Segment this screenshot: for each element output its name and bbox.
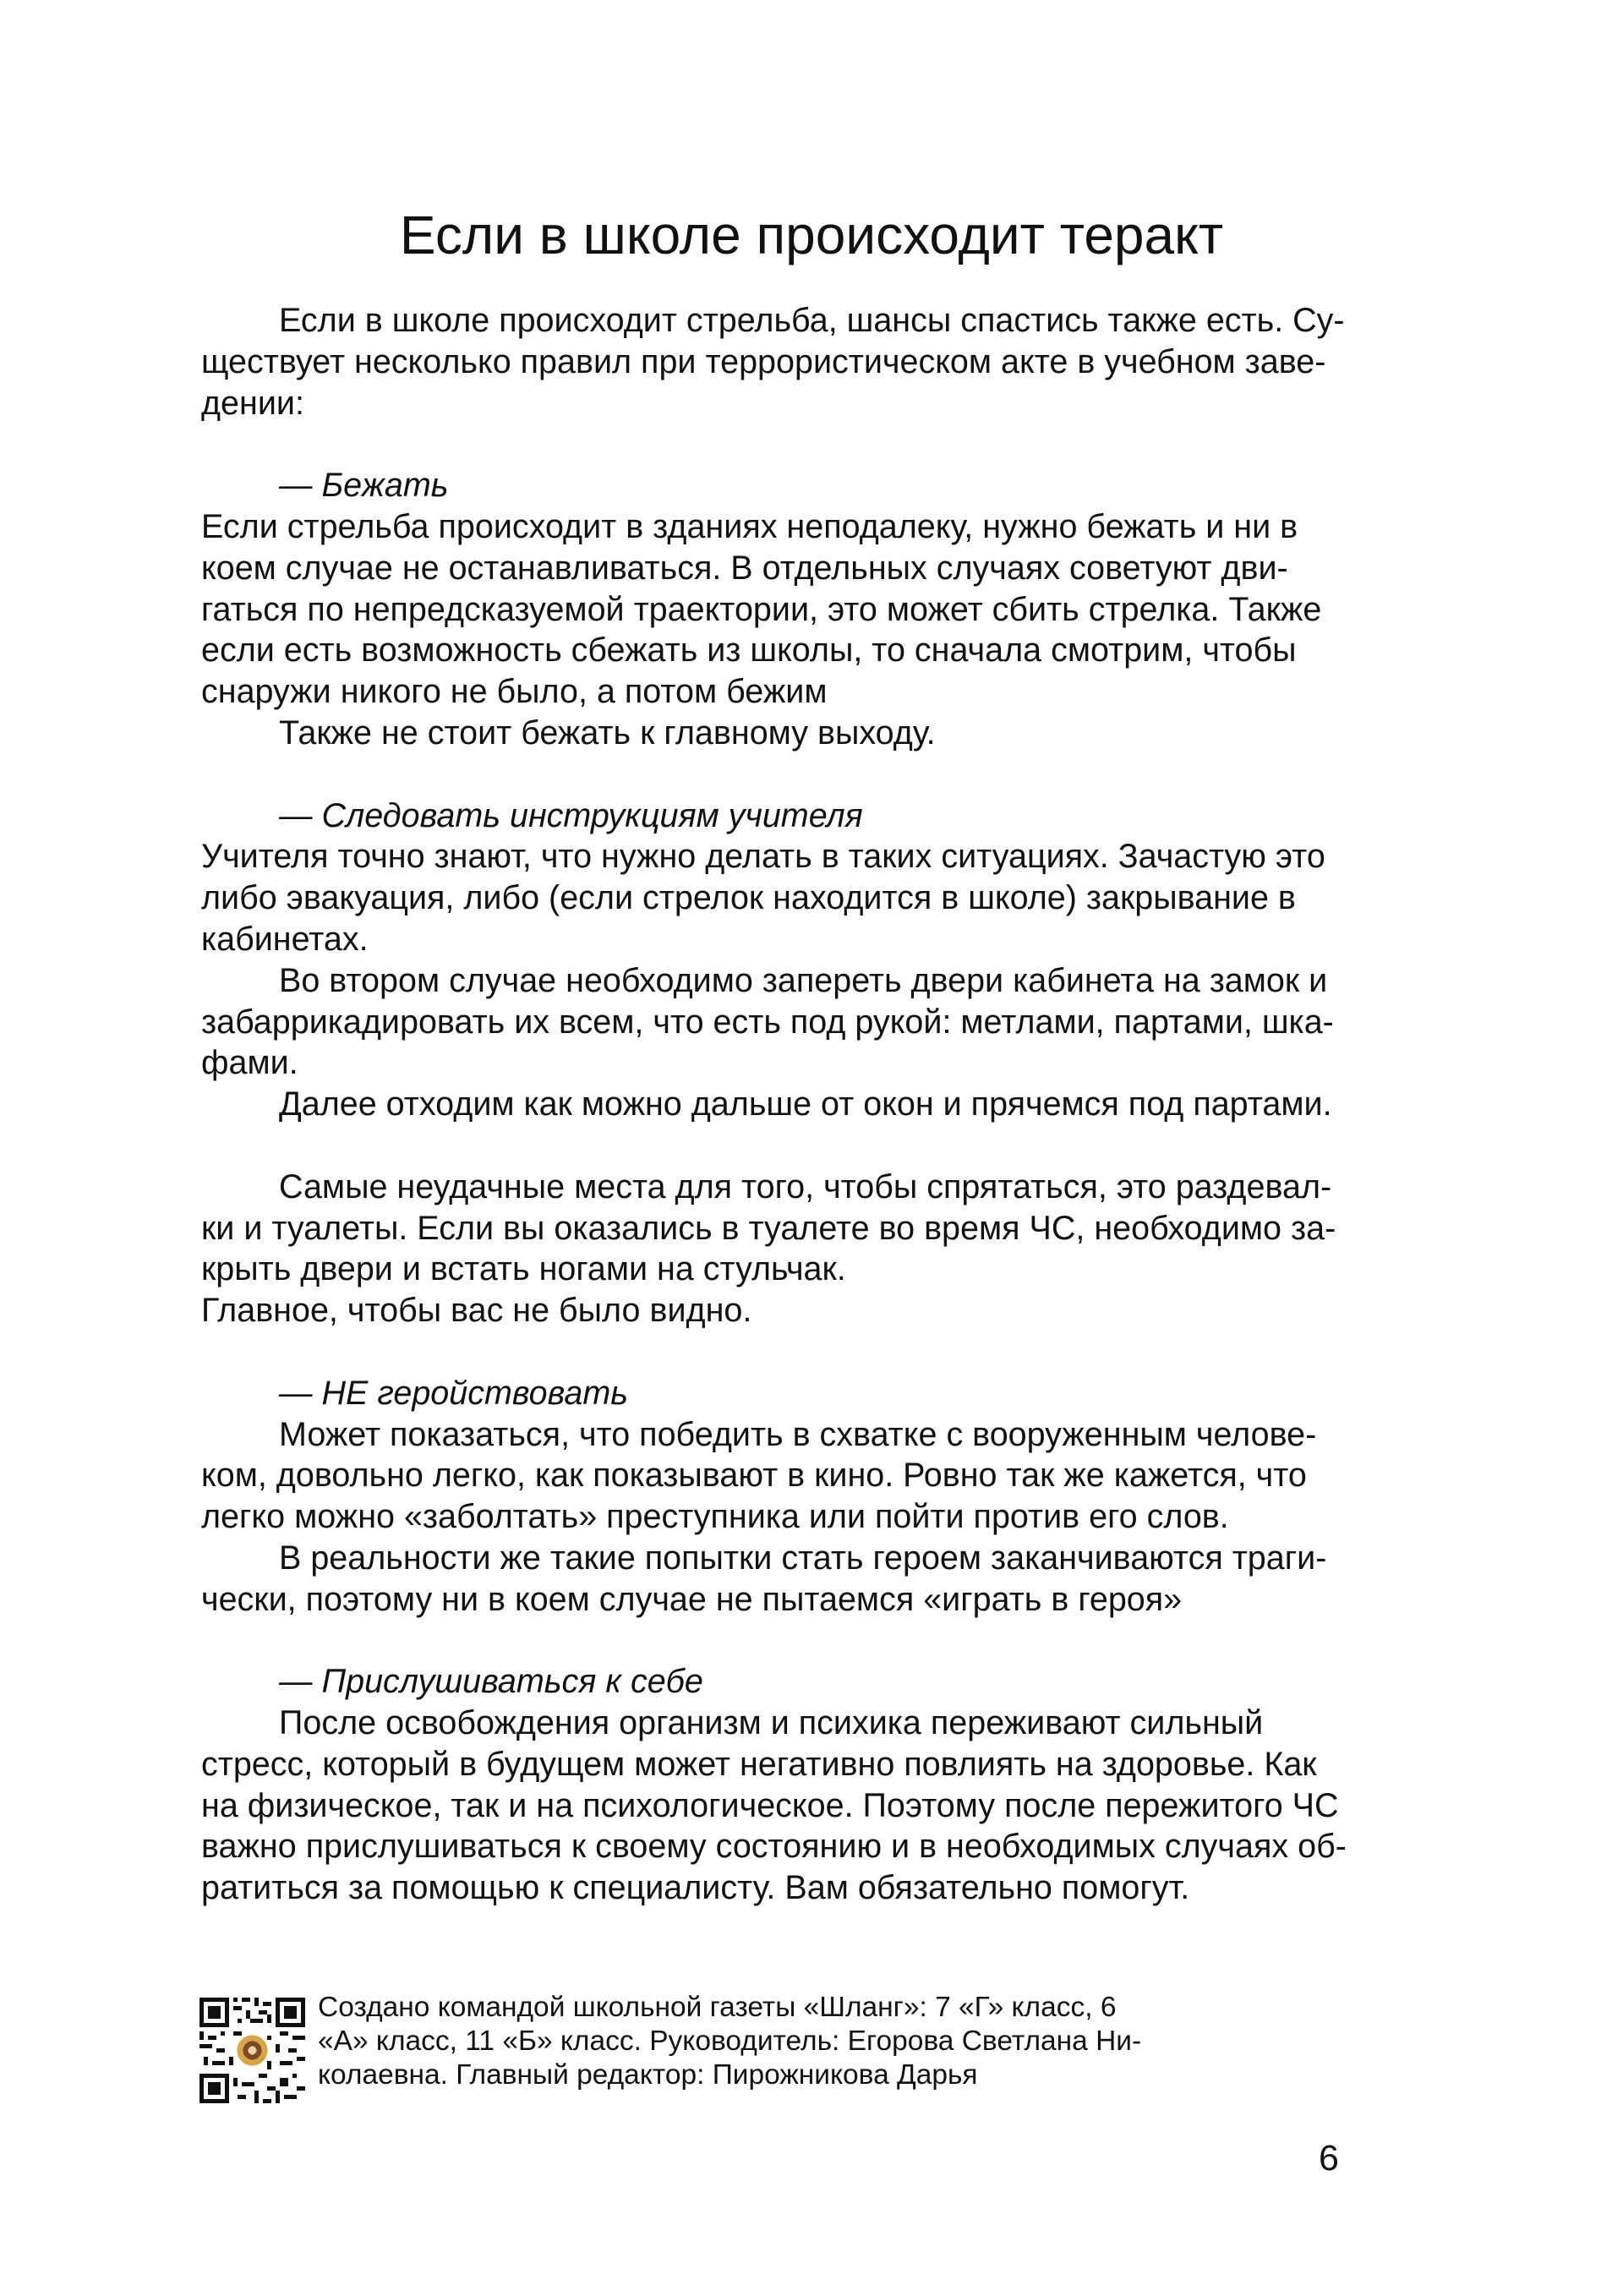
credits-line: колаевна. Главный редактор: Пирожникова Дарья (318, 2059, 978, 2091)
section-heading-run: — Бежать (279, 467, 449, 505)
body-line: Главное, чтобы вас не было видно. (201, 1292, 752, 1330)
page-number: 6 (1319, 2138, 1339, 2178)
body-line: ки и туалеты. Если вы оказались в туалете во время ЧС, необходимо за- (201, 1209, 1336, 1247)
body-line: После освобождения организм и психика переживают сильный (279, 1704, 1264, 1742)
body-line: ком, довольно легко, как показывают в кино. Ровно так же кажется, что (201, 1457, 1307, 1495)
body-line: снаружи никого не было, а потом бежим (201, 673, 828, 711)
article-body (201, 300, 1435, 1909)
body-line: Также не стоит бежать к главному выходу. (279, 713, 936, 752)
intro-line: дении: (201, 384, 304, 422)
section-heading-teacher: — Следовать инструкциям учителя (279, 796, 863, 834)
intro-line: Если в школе происходит стрельба, шансы спастись также есть. Су- (279, 302, 1345, 339)
body-line: фами. (201, 1044, 298, 1082)
body-line: Далее отходим как можно дальше от окон и прячемся под партами. (279, 1085, 1332, 1123)
body-line: коем случае не останавливаться. В отдельных случаях советуют дви- (201, 549, 1288, 587)
body-line: легко можно «заболтать» преступника или пойти против его слов. (201, 1498, 1229, 1536)
credits-line: «А» класс, 11 «Б» класс. Руководитель: Егорова Светлана Ни- (318, 2025, 1142, 2057)
body-line: гаться по непредсказуемой траектории, это может сбить стрелка. Также (201, 590, 1322, 628)
body-line: В реальности же такие попытки стать героем заканчиваются траги- (279, 1539, 1327, 1577)
credits-text (318, 1991, 1417, 2092)
qr-code-icon (199, 1998, 305, 2103)
credits-line: Создано командой школьной газеты «Шланг»: 7 «Г» класс, 6 (318, 1992, 1117, 2023)
body-line: забаррикадировать их всем, что есть под рукой: метлами, партами, шка- (201, 1003, 1334, 1041)
body-line: чески, поэтому ни в коем случае не пытаемся «играть в героя» (201, 1580, 1183, 1618)
body-line: либо эвакуация, либо (если стрелок находится в школе) закрывание в (201, 879, 1296, 917)
section-heading-hero: — НЕ геройствовать (279, 1374, 628, 1412)
body-line: если есть возможность сбежать из школы, то сначала смотрим, чтобы (201, 631, 1297, 670)
intro-line: ществует несколько правил при террористическом акте в учебном заве- (201, 342, 1326, 380)
body-line: крыть двери и встать ногами на стульчак. (201, 1250, 846, 1288)
page-footer (199, 1991, 1451, 2101)
body-line: Во втором случае необходимо запереть двери кабинета на замок и (279, 961, 1328, 999)
body-line: стресс, который в будущем может негативно повлиять на здоровье. Как (201, 1745, 1317, 1783)
body-line: Учителя точно знают, что нужно делать в таких ситуациях. Зачастую это (201, 838, 1325, 876)
page-title: Если в школе происходит теракт (399, 205, 1224, 265)
body-line: Может показаться, что победить в схватке с вооруженным челове- (279, 1415, 1317, 1453)
body-line: ратиться за помощью к специалисту. Вам обязательно помогут. (201, 1869, 1190, 1907)
body-line: на физическое, так и на психологическое. Поэтому после пережитого ЧС (201, 1786, 1339, 1824)
section-heading-listen: — Прислушиваться к себе (279, 1663, 703, 1701)
body-line: важно прислушиваться к своему состоянию и в необходимых случаях об- (201, 1828, 1347, 1866)
body-line: кабинетах. (201, 920, 369, 958)
body-line: Самые неудачные места для того, чтобы спрятаться, это раздевал- (279, 1167, 1332, 1205)
body-line: Если стрельба происходит в зданиях неподалеку, нужно бежать и ни в (201, 507, 1298, 545)
